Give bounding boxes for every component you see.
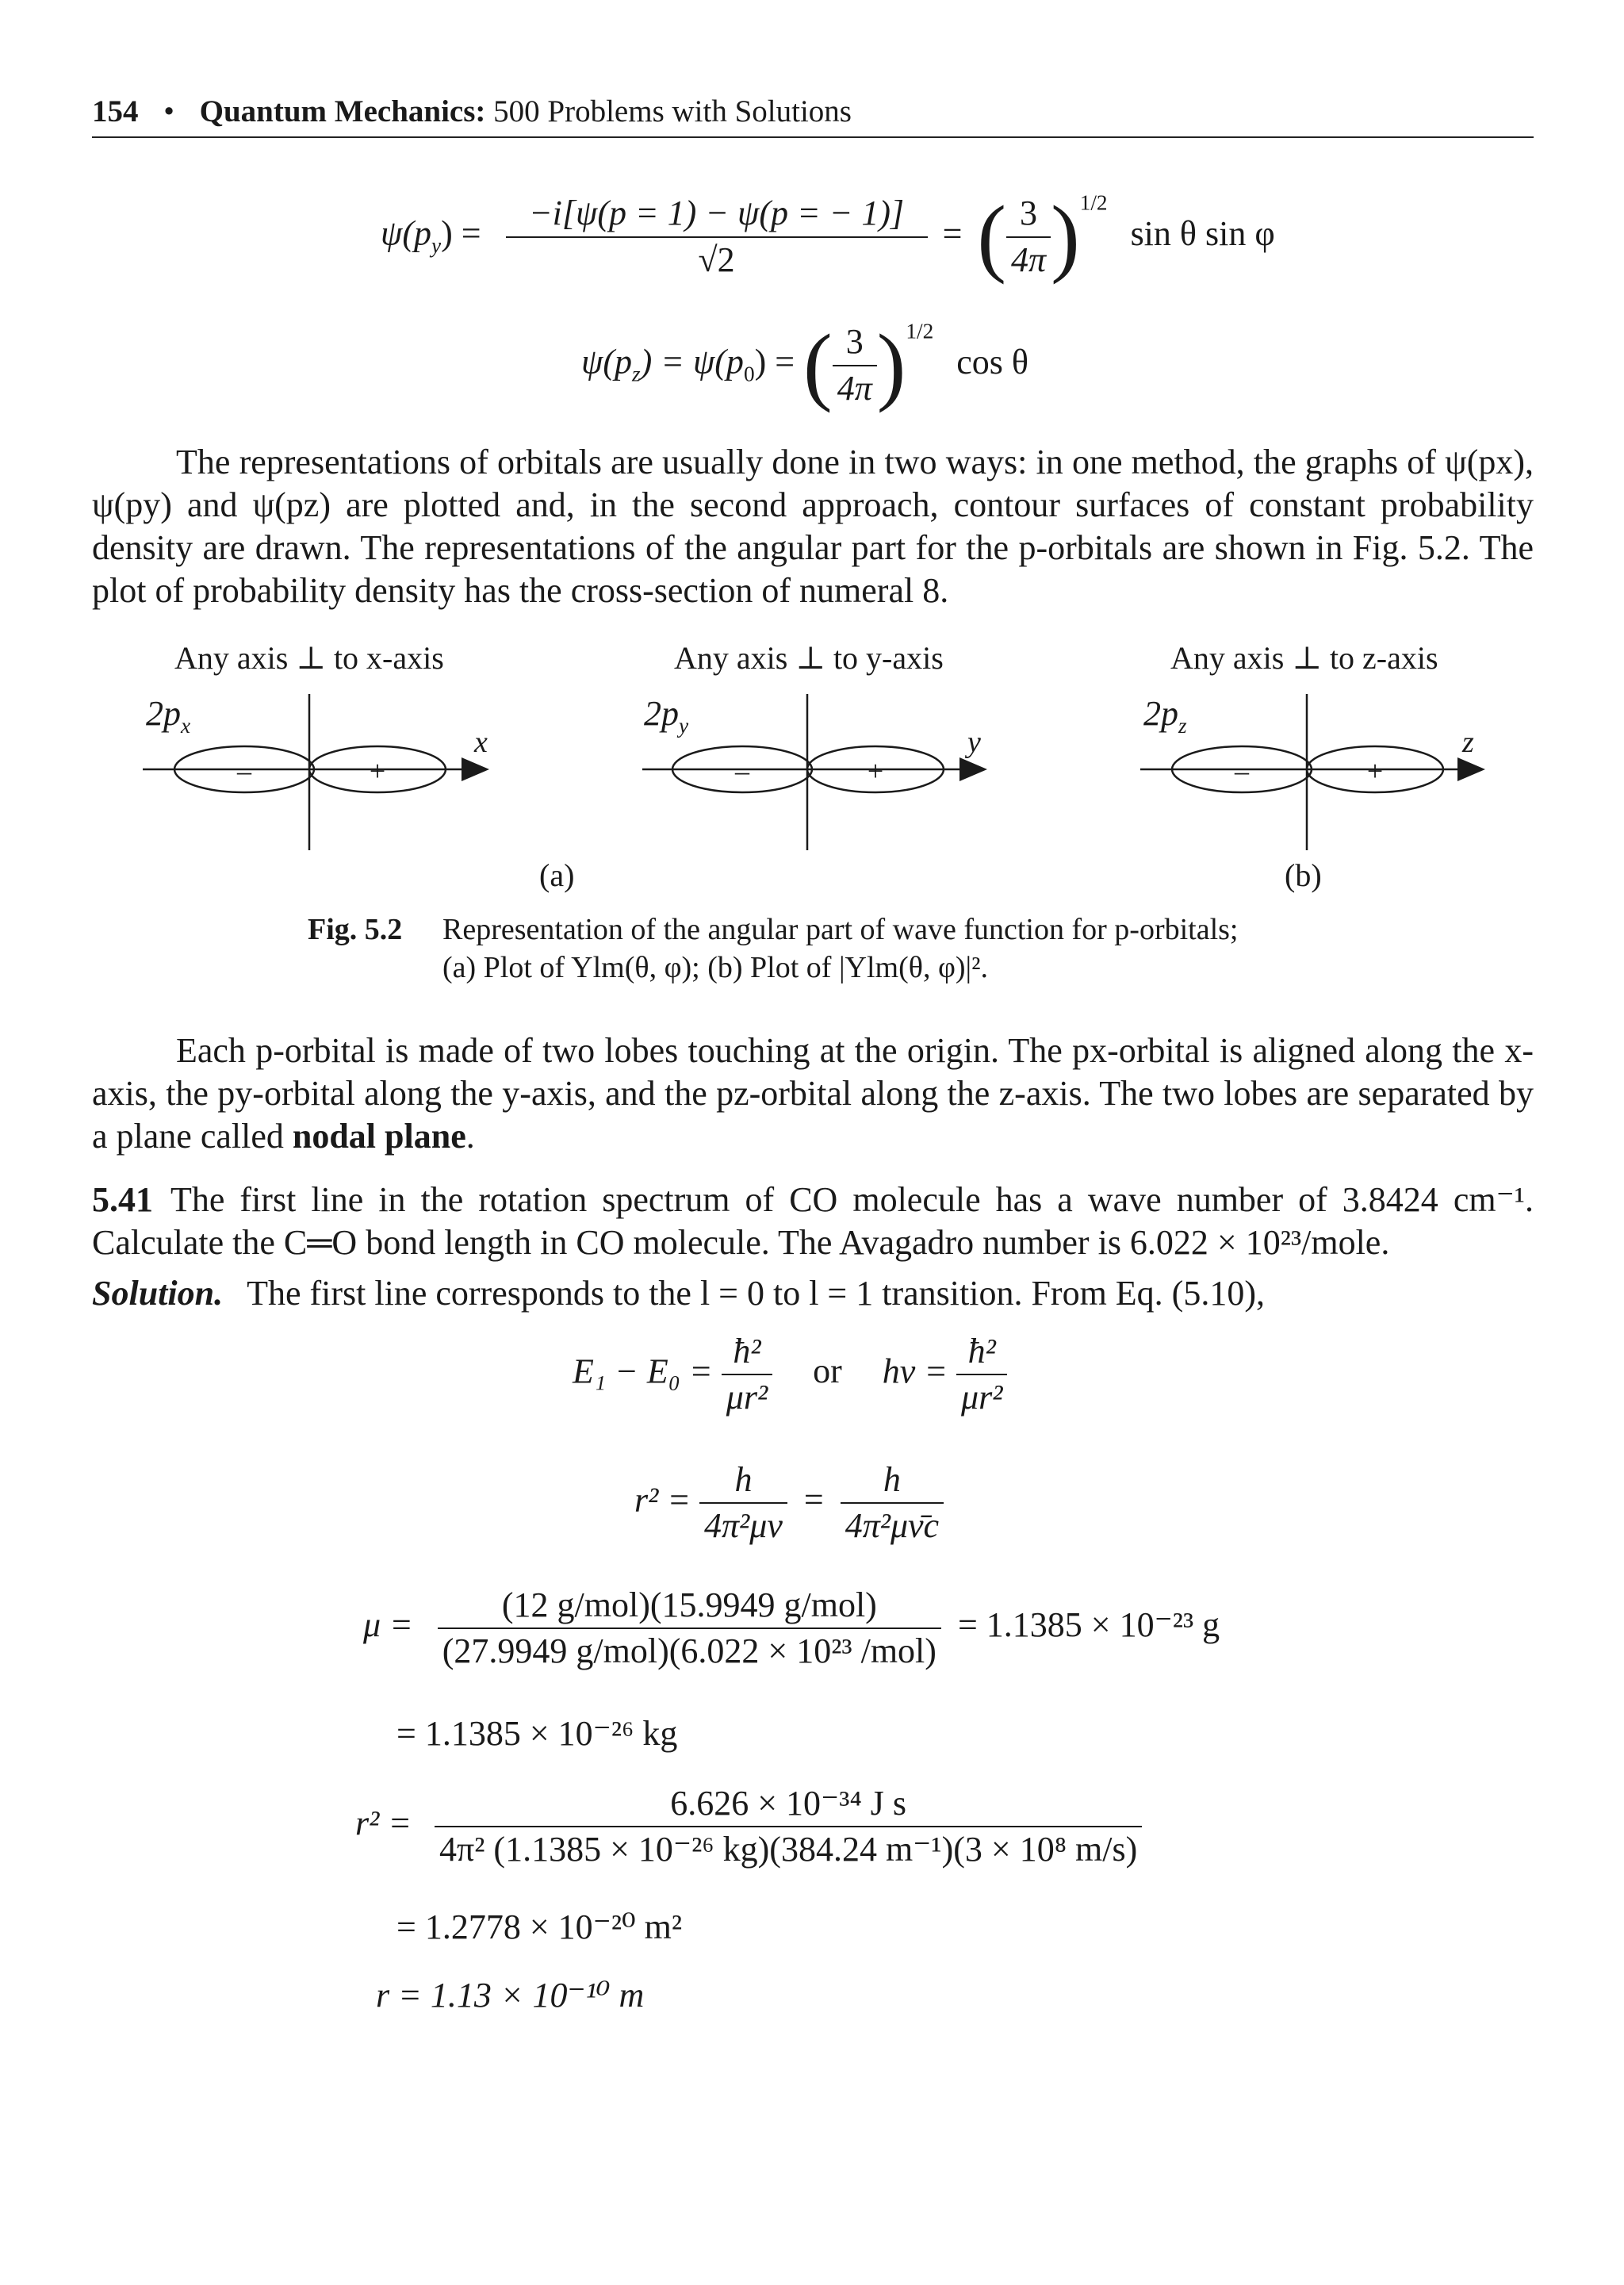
orbital-figure [0,682,1624,865]
panel-2-top-label: Any axis ⊥ to y-axis [674,640,944,676]
equation-bond-length: r = 1.13 × 10⁻¹⁰ m [376,1976,645,2015]
panel-3-diagram [1140,694,1481,850]
panel-1-orbital-label: $2p_x$ [146,694,191,738]
equation-reduced-mass-kg: = 1.1385 × 10⁻²⁶ kg [396,1714,678,1753]
header-rule [92,136,1534,138]
svg-text:z: z [1462,726,1474,759]
minus-sign: – [237,755,251,787]
paragraph-p-orbitals: Each p-orbital is made of two lobes touching at the origin. The px-orbital is aligned along the x-axis, the py-orbital along the y-axis, and the pz-orbital along the z-axis. The two lobes are separated by a plane called nodal plane. [92,1031,1534,1156]
problem-5-41 [92,1179,1534,1264]
book-title: Quantum Mechanics: [199,94,486,128]
panel-2-orbital-label: $2p_y$ [644,694,689,738]
caption-label: Fig. 5.2 [308,913,403,946]
equation-r-squared-value: = 1.2778 × 10⁻²⁰ m² [396,1907,683,1946]
solution-intro [92,1272,1534,1315]
subfigure-a-label: (a) [539,857,575,893]
panel-2-diagram [642,694,983,850]
panel-3-orbital-label: $2p_z$ [1143,694,1187,738]
solution-text: The first line corresponds to the l = 0 to l = 1 transition. From Eq. (5.10), [247,1274,1265,1313]
panel-1-top-label: Any axis ⊥ to x-axis [174,640,444,676]
solution-label: Solution. [92,1274,224,1313]
axis-label: x [474,726,488,759]
plus-sign: + [369,755,386,787]
svg-text:+: + [1366,755,1384,787]
equation-reduced-mass: μ = $\frac{\text{(12 g/mol)(15.9949 g/mol)}}{\text{(27.9949 g/mol)(6.022 × 10²³ /mol)}}$ = 1.1385 × 10⁻²³ g [363,1585,1220,1671]
svg-text:+: + [867,755,884,787]
paragraph-representations: The representations of orbitals are usually done in two ways: in one method, the graphs of ψ(px), ψ(py) and ψ(pz) are plotted and, in the second approach, contour surfaces of constant probability density are drawn. The representations of the angular part for the p-orbitals are shown in Fig. 5.2. The plot of probability density has the cross-section of numeral 8. [92,443,1534,610]
header-bullet: • [163,94,174,128]
book-subtitle: 500 Problems with Solutions [485,94,852,128]
caption-line-1: Representation of the angular part of wave function for p-orbitals; [442,913,1239,946]
svg-text:–: – [735,755,749,787]
nodal-plane-term: nodal plane [292,1117,466,1156]
equation-r-squared: r² = $\frac{h}{\text{4π²μν}}$ = $\frac{h}{\text{4π²μν̄c}}$ [634,1461,944,1546]
page-number: 154 [92,94,139,128]
equation-energy: E₁ − E₀ = $\frac{\text{ħ²}}{\text{μr²}}$ or hν = $\frac{\text{ħ²}}{\text{μr²}}$ [573,1332,1007,1417]
equation-psi-py: $\psi(p_y)$ = $\frac{-i[\psi(p = 1) - \psi(p = - 1)]}{√2}$ = ( $\frac{3}{4\pi}$ )$^{1/2}$ sin θ sin φ [381,188,1275,285]
problem-number: 5.41 [92,1180,153,1219]
svg-text:–: – [1235,755,1249,787]
subfigure-b-label: (b) [1285,857,1322,893]
panel-3-top-label: Any axis ⊥ to z-axis [1170,640,1438,676]
running-header [92,94,852,129]
equation-psi-pz: $\psi(p_z) = \psi(p_0)$ = ( $\frac{3}{4\pi}$ )$^{1/2}$ cos θ [581,316,1028,413]
fraction: $\frac{-i[\psi(p = 1) - \psi(p = - 1)]}{√2}$ [506,194,928,279]
figure-caption [308,911,1239,987]
panel-1-diagram [143,694,488,850]
equation-r-squared-calc: r² = $\frac{\text{6.626 × 10⁻³⁴ J s}}{\text{4π² (1.1385 × 10⁻²⁶ kg)(384.24 m⁻¹)(3 × 10⁸ m/s)}}$ [355,1785,1142,1869]
problem-text: The first line in the rotation spectrum of CO molecule has a wave number of 3.8424 cm⁻¹. Calculate the C═O bond length in CO molecule. The Avagadro number is 6.022 × 10²³/mole. [92,1180,1534,1262]
svg-text:y: y [967,726,981,759]
caption-line-2: (a) Plot of Ylm(θ, φ); (b) Plot of |Ylm(θ, φ)|². [442,951,989,984]
